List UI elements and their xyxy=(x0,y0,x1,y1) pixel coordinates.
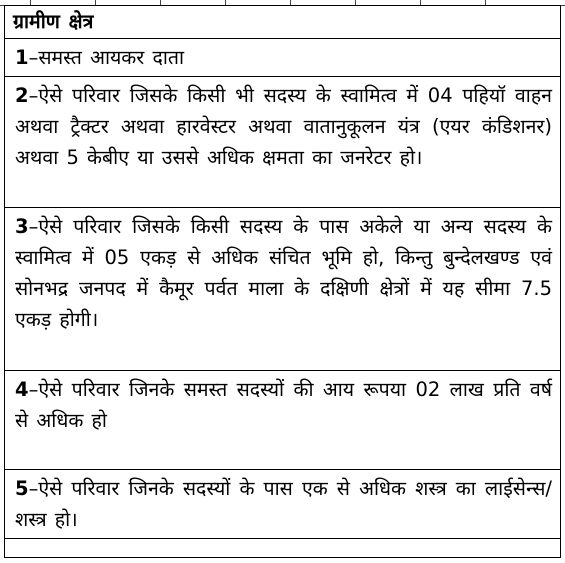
criteria-separator: – xyxy=(28,477,39,500)
table-header-row xyxy=(5,6,561,39)
criteria-number: 1 xyxy=(15,46,29,69)
table-row xyxy=(5,208,561,371)
criteria-text: ऐसे परिवार जिसके किसी सदस्य के पास अकेले या अन्य सदस्य के स्वामित्व में 05 एकड़ से अधिक संचित भूमि हो, किन्तु बुन्देलखण्ड एवं सोनभद्र जनपद में कैमूर पर्वत माला के दक्षिणी क्षेत्रों में यह सीमा 7.5 एकड़ होगी। xyxy=(15,215,552,331)
criteria-cell xyxy=(5,39,561,77)
empty-cell xyxy=(5,539,561,558)
criteria-number: 3 xyxy=(15,215,29,238)
rural-area-criteria-table xyxy=(4,5,561,558)
table-row xyxy=(5,470,561,539)
table-row xyxy=(5,39,561,77)
criteria-separator: – xyxy=(28,378,39,401)
criteria-text: ऐसे परिवार जिनके सदस्यों के पास एक से अधिक शस्त्र का लाईसेन्स/शस्त्र हो। xyxy=(15,477,552,531)
criteria-number: 4 xyxy=(15,378,29,401)
criteria-cell xyxy=(5,208,561,371)
criteria-cell xyxy=(5,77,561,208)
table-row xyxy=(5,371,561,470)
criteria-separator: – xyxy=(28,46,39,69)
criteria-cell xyxy=(5,371,561,470)
criteria-number: 5 xyxy=(15,477,29,500)
criteria-cell xyxy=(5,470,561,539)
table-row-empty xyxy=(5,539,561,558)
criteria-separator: – xyxy=(28,84,39,107)
criteria-text: ऐसे परिवार जिनके समस्त सदस्यों की आय रूपया 02 लाख प्रति वर्ष से अधिक हो xyxy=(15,378,552,432)
criteria-separator: – xyxy=(28,215,39,238)
criteria-number: 2 xyxy=(15,84,29,107)
table-header: ग्रामीण क्षेत्र xyxy=(5,6,561,39)
criteria-text: समस्त आयकर दाता xyxy=(38,46,185,69)
criteria-text: ऐसे परिवार जिसके किसी भी सदस्य के स्वामित्व में 04 पहियॉ वाहन अथवा ट्रैक्टर अथवा हारवेस्टर अथवा वातानुकूलन यंत्र (एयर कंडिशनर) अथवा 5 केबीए या उससे अधिक क्षमता का जनरेटर हो। xyxy=(15,84,552,169)
table-row xyxy=(5,77,561,208)
